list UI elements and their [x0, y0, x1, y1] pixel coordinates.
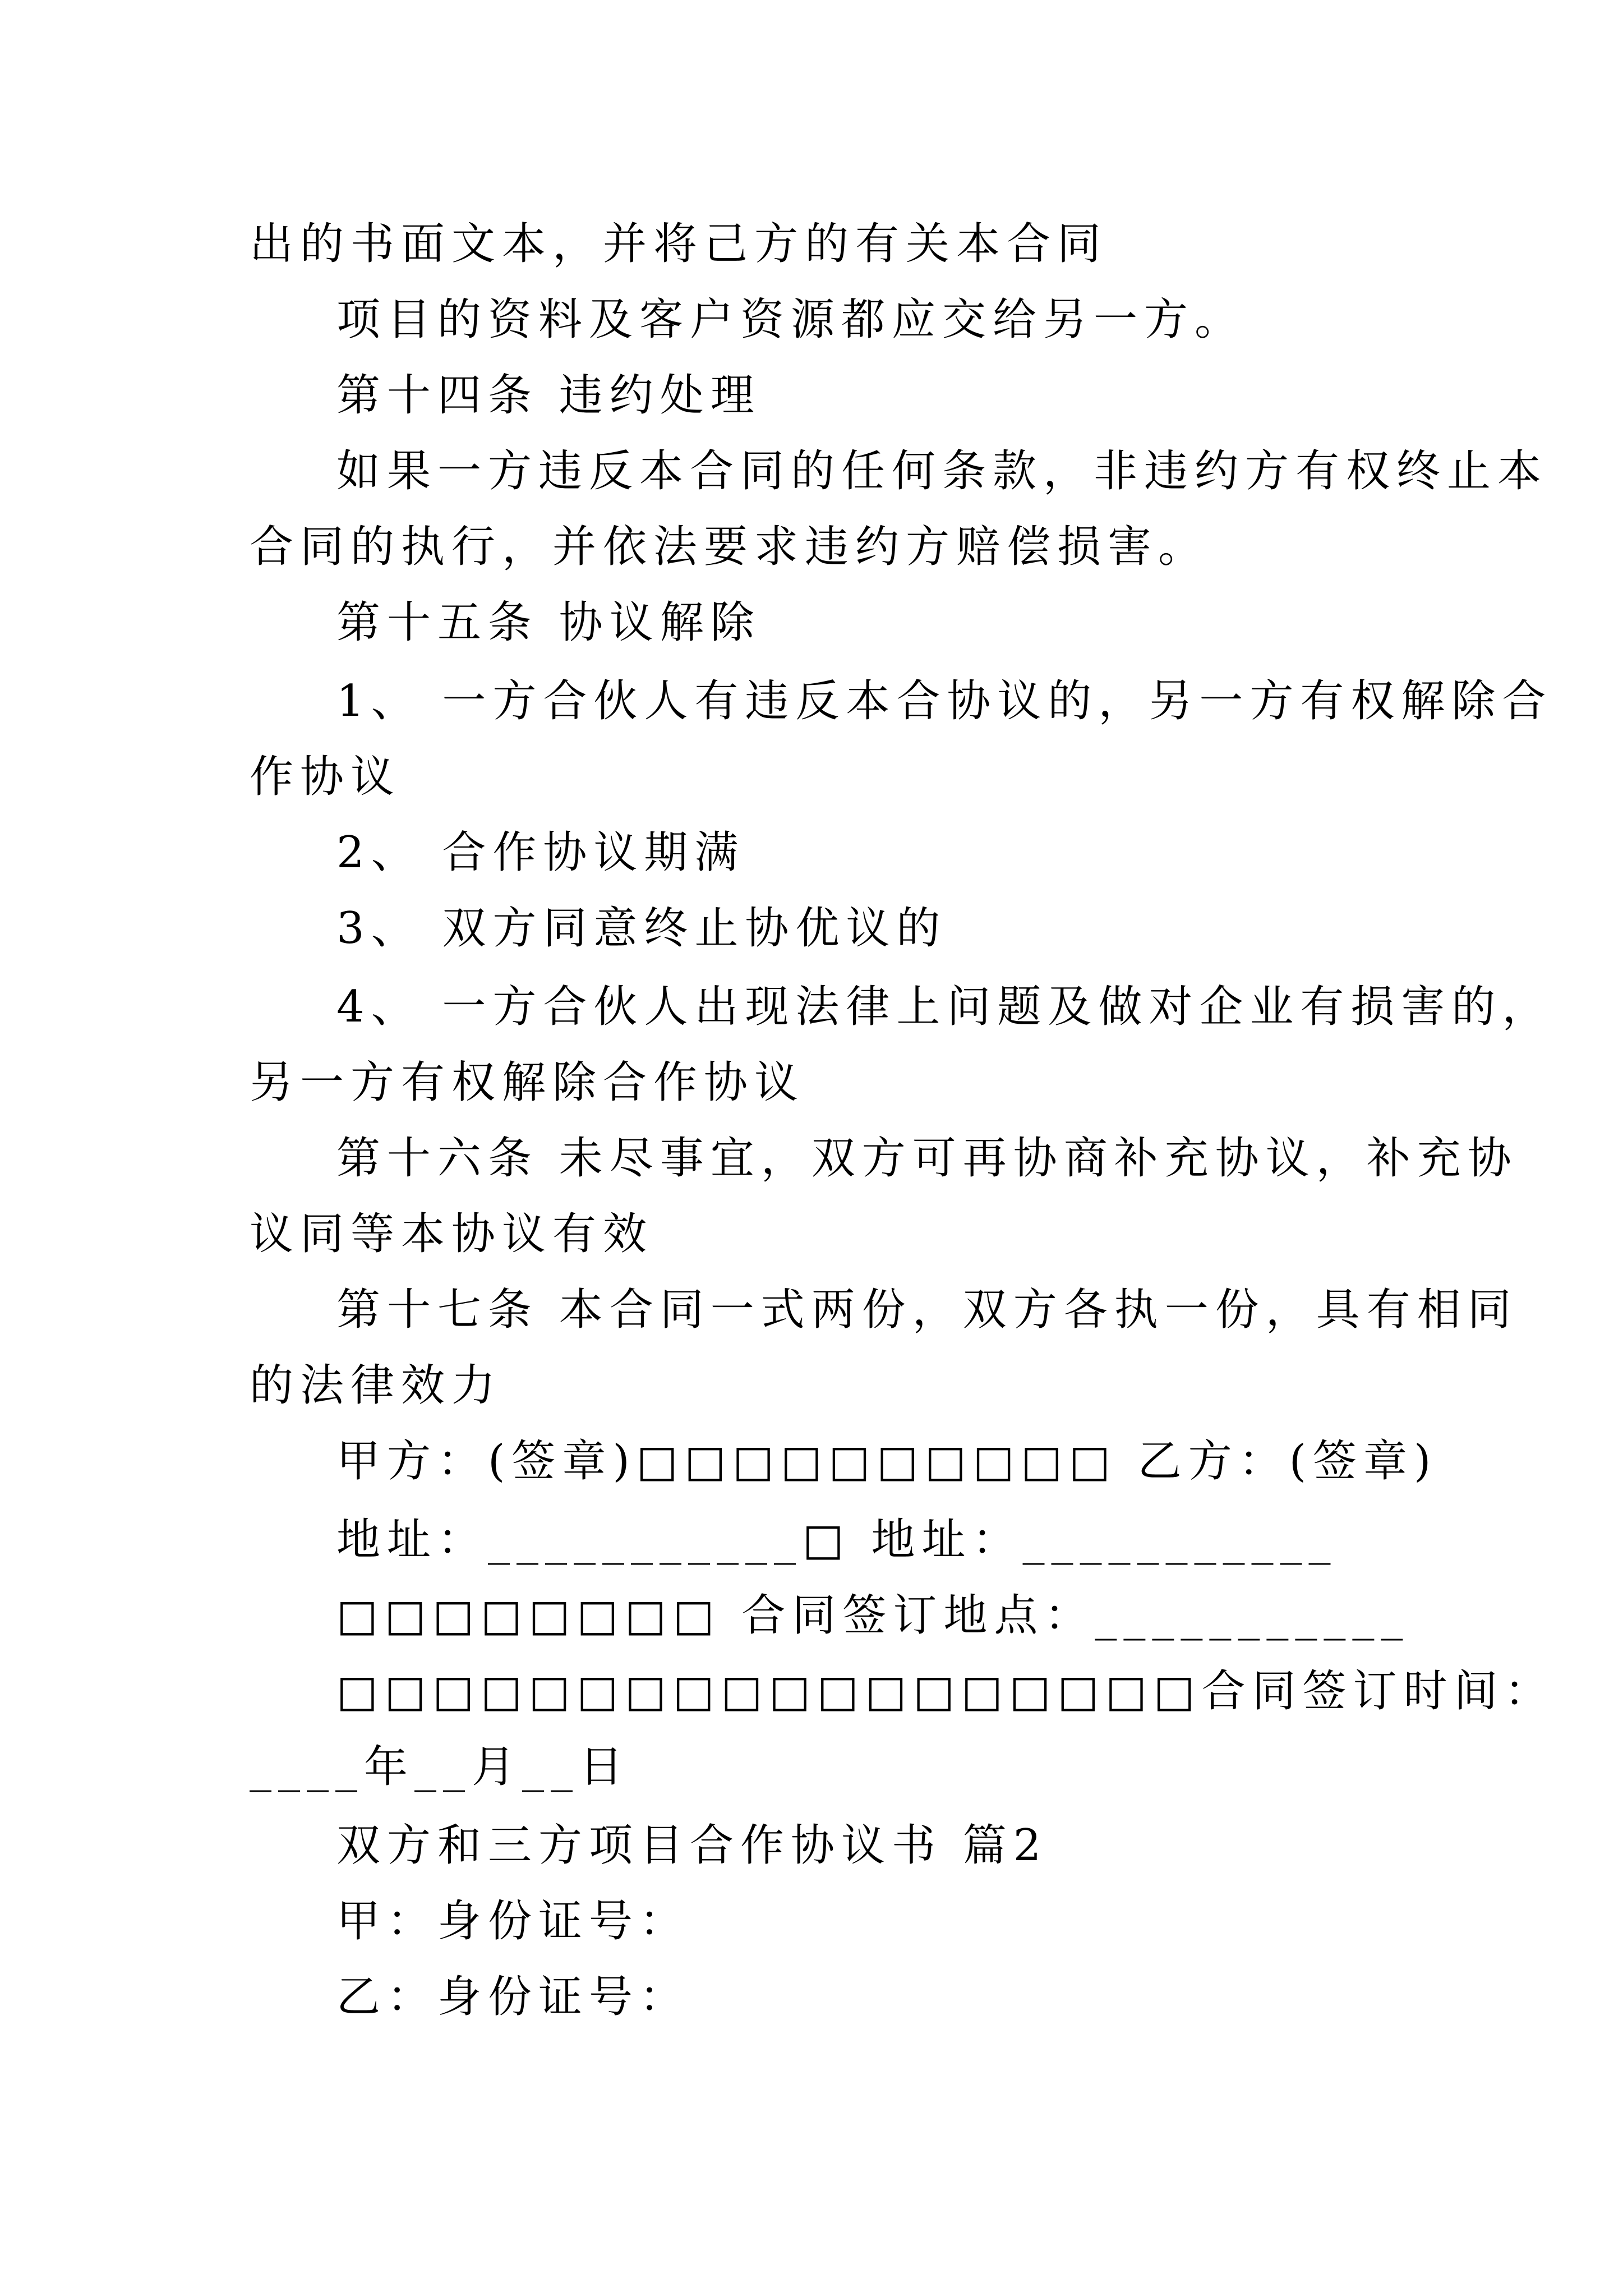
section-heading: 第十四条 违约处理	[336, 370, 761, 421]
address-line: 地址：___________□ 地址：___________	[336, 1515, 1338, 1565]
text-line: 项目的资料及客户资源都应交给另一方。	[336, 295, 1246, 345]
section-title: 双方和三方项目合作协议书 篇2	[336, 1820, 1048, 1871]
text-line: 如果一方违反本合同的任何条款，非违约方有权终止本	[336, 446, 1548, 496]
list-item: 1、 一方合伙人有违反本合协议的，另一方有权解除合	[336, 676, 1553, 726]
text-line: 议同等本协议有效	[250, 1209, 654, 1259]
text-line: 的法律效力	[250, 1360, 502, 1411]
text-line: 作协议	[250, 752, 402, 802]
text-line: 出的书面文本，并将己方的有关本合同	[250, 219, 1108, 269]
list-item: 4、 一方合伙人出现法律上问题及做对企业有损害的，	[336, 982, 1553, 1032]
text-line: 另一方有权解除合作协议	[250, 1057, 805, 1108]
list-item: 2、 合作协议期满	[336, 827, 745, 878]
signing-time-line: □□□□□□□□□□□□□□□□□□合同签订时间：	[336, 1666, 1555, 1717]
party-b-line: 乙：身份证号：	[336, 1972, 690, 2022]
party-a-line: 甲：身份证号：	[336, 1896, 690, 1947]
text-line: 第十六条 未尽事宜，双方可再协商补充协议，补充协	[336, 1133, 1518, 1184]
date-line: ____年__月__日	[250, 1742, 630, 1792]
text-line: 第十七条 本合同一式两份，双方各执一份，具有相同	[336, 1285, 1518, 1335]
section-heading: 第十五条 协议解除	[336, 597, 761, 648]
signing-place-line: □□□□□□□□ 合同签订地点：___________	[336, 1590, 1410, 1641]
signature-line: 甲方：(签章)□□□□□□□□□□ 乙方：(签章)	[336, 1436, 1438, 1487]
list-item: 3、 双方同意终止协优议的	[336, 903, 947, 954]
text-line: 合同的执行，并依法要求违约方赔偿损害。	[250, 522, 1209, 572]
